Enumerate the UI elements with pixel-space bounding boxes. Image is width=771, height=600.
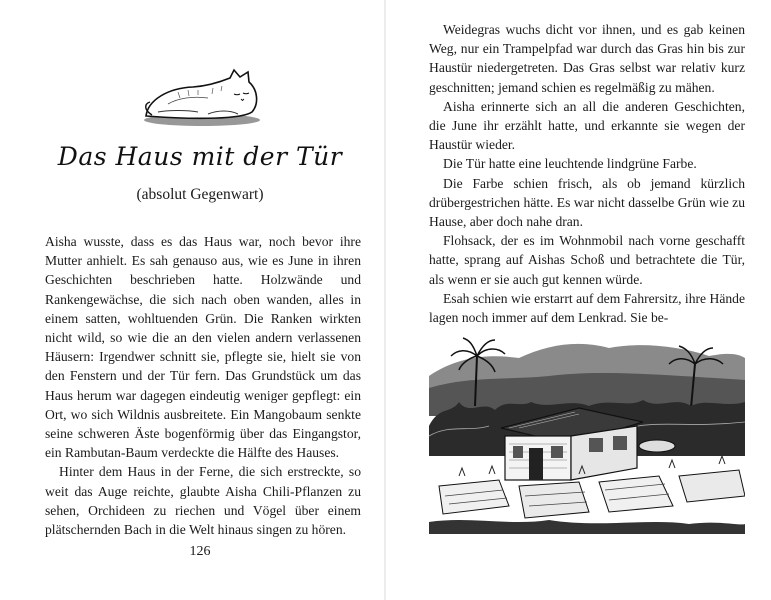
- sleeping-cat-illustration: [138, 60, 266, 130]
- page-number: 126: [189, 544, 211, 559]
- house-garden-illustration: [429, 336, 745, 534]
- paragraph: Aisha erinnerte sich an all die anderen Geschichten, die June ihr erzählt hatte, und erkannte sie wegen der Haustür wieder.: [429, 98, 745, 153]
- left-page: [0, 0, 385, 600]
- chapter-title: Das Haus mit der Tür: [57, 142, 343, 171]
- paragraph: Hinter dem Haus in der Ferne, die sich erstreckte, so weit das Auge reichte, glaubte Aisha Chili-Pflanzen zu sehen, Orchideen zu riechen und Vögel über einem plätschernden Bach in die Welt hinaus singen zu hören.: [45, 464, 361, 538]
- chapter-subtitle: (absolut Gegenwart): [136, 186, 264, 203]
- left-body-text: [45, 232, 361, 539]
- paragraph: Die Farbe schien frisch, als ob jemand kürzlich drübergestrichen hätte. Es war nicht dasselbe Grün wie zu Hause, aber doch nahe dran.: [429, 175, 745, 230]
- paragraph: Weidegras wuchs dicht vor ihnen, und es gab keinen Weg, nur ein Trampelpfad war durch das Gras hin bis zur Haustür niedergetreten. Das Gras selbst war relativ kurz geschnitten; jemand schien es regelmäßig zu mähen.: [429, 22, 745, 95]
- paragraph: Die Tür hatte eine leuchtende lindgrüne Farbe.: [443, 156, 697, 172]
- paragraph: Esah schien wie erstarrt auf dem Fahrersitz, ihre Hände lagen noch immer auf dem Lenkrad. Sie be-: [429, 290, 745, 326]
- paragraph: Flohsack, der es im Wohnmobil nach vorne geschafft hatte, sprang auf Aishas Schoß und betrachtete die Tür, als wenn er sie auch gut kennen würde.: [429, 233, 745, 287]
- right-body-text: [429, 20, 745, 327]
- paragraph: Aisha wusste, dass es das Haus war, noch bevor ihre Mutter anhielt. Es sah genauso aus, wie es June in ihren Geschichten beschrieben hatte. Holzwände und Rankengewächse, die sich nach oben wanden, alles in einem satten, wohltuenden Grün. Die Ranken wirkten nicht wild, so wie die an den vielen andern verlassenen Häusern: Irgendwer schnitt sie, pflegte sie, hielt sie von den Fenstern und der Tür fern. Das Grundstück um das Haus herum war dagegen eindeutig weniger gepflegt: ein Ort, wo sich Wildnis ausbreitete. Ein Mangobaum senkte seine schweren Äste bogenförmig über das Eingangstor, ein Rambutan-Baum verdeckte die Hälfte des Hauses.: [45, 234, 361, 461]
- right-page: [386, 0, 771, 600]
